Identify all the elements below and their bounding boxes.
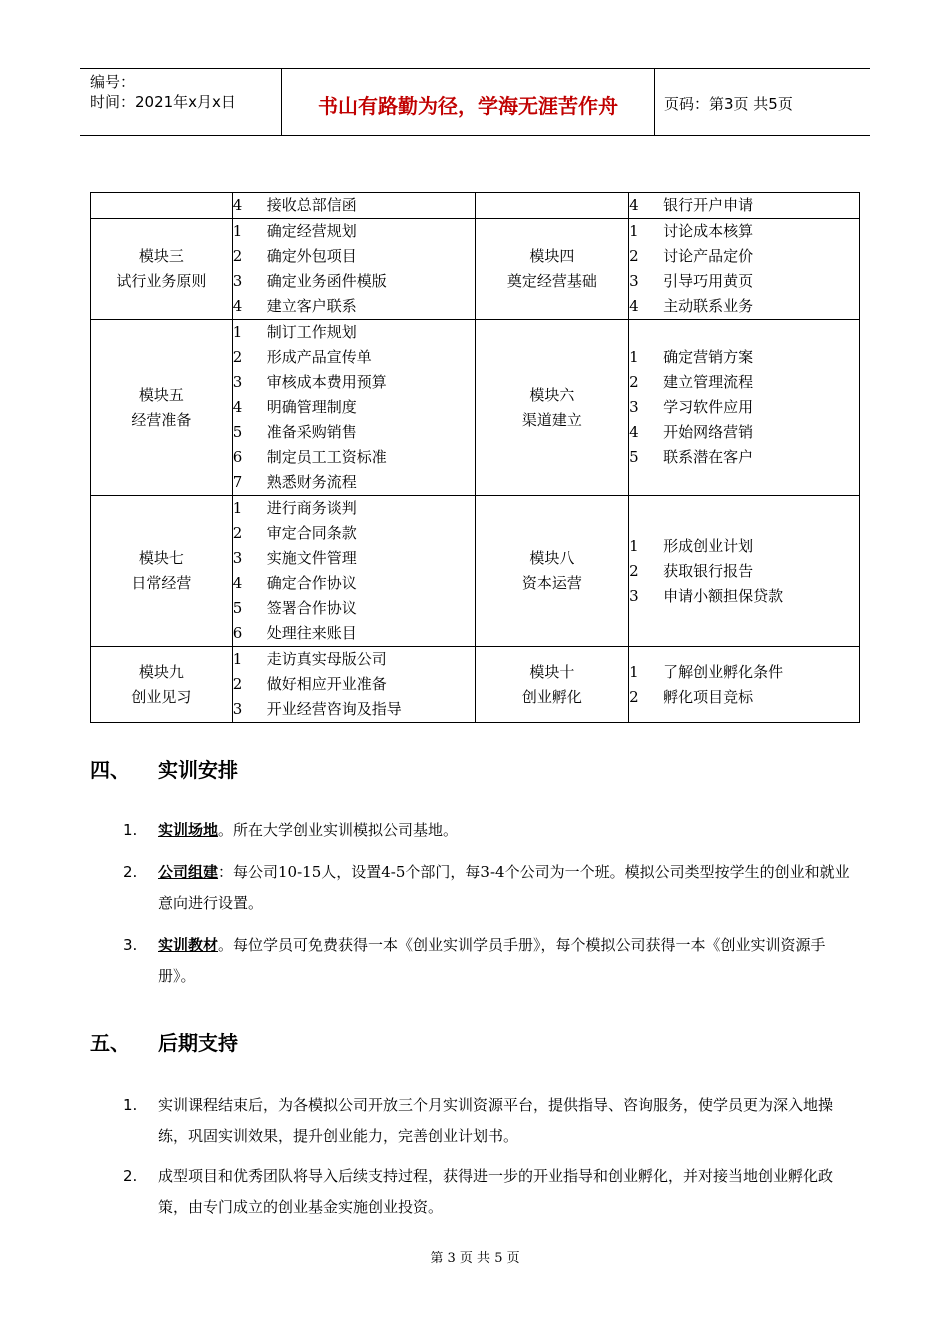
header-divider: [654, 68, 655, 135]
step-number: 5: [232, 423, 243, 441]
module-title: 资本运营: [521, 574, 582, 592]
module-step-list: [232, 320, 475, 496]
step-text: 确定合作协议: [266, 574, 357, 592]
step-number: 3: [629, 272, 639, 290]
section-title: 后期支持: [158, 1031, 238, 1055]
module-number: 模块九: [138, 662, 184, 681]
module-title: 创业见习: [131, 687, 192, 706]
module-step: [233, 647, 475, 672]
item-text: ：每公司10-15人，设置4-5个部门，每3-4个公司为一个班。模拟公司类型按学生的创业和就业意向进行设置。: [158, 863, 850, 912]
module-title: 奠定经营基础: [506, 272, 597, 290]
step-text: 制订工作规划: [266, 323, 357, 341]
module-name: [475, 647, 629, 723]
step-text: 获取银行报告: [663, 561, 754, 580]
step-text: 处理往来账目: [266, 624, 357, 642]
module-step: [233, 345, 475, 370]
step-text: 建立管理流程: [663, 373, 754, 391]
step-number: 4: [232, 196, 243, 214]
step-text: 形成产品宣传单: [266, 348, 372, 366]
step-number: 1: [629, 536, 639, 555]
section-4-heading: [90, 754, 238, 783]
module-step: [629, 445, 859, 470]
step-number: 3: [232, 272, 243, 290]
step-number: 1: [629, 222, 639, 240]
arrangement-item: [90, 930, 860, 992]
module-name: [475, 496, 629, 647]
module-step: [629, 660, 859, 685]
step-number: 2: [629, 561, 639, 580]
step-text: 讨论产品定价: [663, 247, 754, 265]
step-text: 准备采购销售: [266, 423, 357, 441]
step-number: 1: [629, 662, 639, 681]
step-text: 审定合同条款: [266, 524, 357, 542]
page-footer: 第 3 页 共 5 页: [430, 1251, 520, 1266]
module-step: [629, 193, 859, 218]
module-step: [233, 496, 475, 521]
module-number: 模块三: [138, 247, 184, 265]
step-number: 1: [629, 348, 639, 366]
header-meta: [90, 72, 236, 112]
step-text: 接收总部信函: [266, 196, 357, 214]
step-number: 3: [629, 586, 639, 605]
step-number: 3: [232, 700, 243, 718]
step-text: 建立客户联系: [266, 297, 357, 315]
item-text: 实训课程结束后，为各模拟公司开放三个月实训资源平台，提供指导、咨询服务，使学员更为深入地操练，巩固实训效果，提升创业能力，完善创业计划书。: [158, 1096, 834, 1145]
module-step: [629, 420, 859, 445]
step-number: 2: [629, 247, 639, 265]
module-step: [629, 294, 859, 319]
step-text: 主动联系业务: [663, 297, 754, 315]
item-number: 2.: [123, 1167, 138, 1185]
step-number: 4: [232, 574, 243, 592]
step-number: 2: [232, 524, 243, 542]
module-step: [233, 370, 475, 395]
step-text: 走访真实母版公司: [266, 650, 387, 668]
item-text: 成型项目和优秀团队将导入后续支持过程，获得进一步的开业指导和创业孵化，并对接当地创业孵化政策，由专门成立的创业基金实施创业投资。: [158, 1167, 834, 1216]
date-line: 时间：2021年x月x日: [90, 93, 236, 111]
module-step: [629, 534, 859, 559]
table-row: [91, 647, 860, 723]
step-number: 6: [232, 448, 243, 466]
table-row: [91, 219, 860, 320]
step-text: 申请小额担保贷款: [663, 586, 784, 605]
module-step: [233, 294, 475, 319]
support-item: [90, 1161, 860, 1223]
item-keyword: 实训场地: [158, 821, 219, 839]
section-5-heading: [90, 1027, 238, 1056]
step-number: 2: [232, 348, 243, 366]
step-number: 5: [629, 448, 639, 466]
step-text: 了解创业孵化条件: [663, 662, 784, 681]
number-label: 编号：: [90, 73, 136, 91]
module-name: [91, 496, 233, 647]
step-number: 1: [232, 499, 243, 517]
step-number: 2: [629, 373, 639, 391]
module-number: 模块十: [529, 662, 575, 681]
header-top-rule: [80, 68, 870, 69]
step-number: 5: [232, 599, 243, 617]
table-row: [91, 496, 860, 647]
module-step: [233, 395, 475, 420]
step-number: 4: [629, 196, 639, 214]
module-step-list: [232, 647, 475, 723]
module-step: [233, 521, 475, 546]
module-step: [629, 395, 859, 420]
section-title: 实训安排: [158, 758, 238, 782]
step-number: 4: [629, 297, 639, 315]
step-text: 做好相应开业准备: [266, 675, 387, 693]
step-text: 孵化项目竞标: [663, 687, 754, 706]
module-step-list: [629, 193, 860, 219]
module-name: [91, 219, 233, 320]
step-number: 1: [232, 323, 243, 341]
module-step: [233, 193, 475, 218]
step-text: 开业经营咨询及指导: [266, 700, 402, 718]
arrangement-item: [90, 857, 860, 919]
item-number: 1.: [123, 821, 138, 839]
module-title: 日常经营: [131, 574, 192, 592]
item-number: 2.: [123, 863, 138, 881]
step-text: 形成创业计划: [663, 536, 754, 555]
module-step-list: [232, 496, 475, 647]
module-step: [629, 219, 859, 244]
header-page-info: 页码：第3页 共5页: [664, 95, 793, 113]
step-text: 讨论成本核算: [663, 222, 754, 240]
step-number: 7: [232, 473, 243, 491]
header-motto: 书山有路勤为径，学海无涯苦作舟: [318, 94, 618, 118]
module-title: 渠道建立: [521, 410, 582, 429]
module-name: [475, 320, 629, 496]
step-text: 签署合作协议: [266, 599, 357, 617]
module-step: [233, 320, 475, 345]
step-text: 学习软件应用: [663, 398, 754, 416]
module-step: [233, 672, 475, 697]
step-text: 明确管理制度: [266, 398, 357, 416]
step-text: 确定经营规划: [266, 222, 357, 240]
step-text: 制定员工工资标准: [266, 448, 387, 466]
module-step: [233, 470, 475, 495]
module-title: 经营准备: [131, 410, 192, 429]
table-row: [91, 193, 860, 219]
step-number: 3: [232, 549, 243, 567]
step-number: 4: [629, 423, 639, 441]
module-number: 模块四: [529, 247, 575, 265]
module-number: 模块六: [529, 385, 575, 404]
step-text: 引导巧用黄页: [663, 272, 754, 290]
module-name: [475, 193, 629, 219]
module-step: [233, 445, 475, 470]
item-number: 3.: [123, 936, 138, 954]
module-step: [233, 697, 475, 722]
module-step-list: [232, 193, 475, 219]
step-number: 4: [232, 398, 243, 416]
step-text: 审核成本费用预算: [266, 373, 387, 391]
module-step-list: [629, 219, 860, 320]
step-number: 1: [232, 222, 243, 240]
step-text: 熟悉财务流程: [266, 473, 357, 491]
module-step: [629, 370, 859, 395]
step-number: 1: [232, 650, 243, 668]
step-text: 确定营销方案: [663, 348, 754, 366]
module-step: [629, 559, 859, 584]
step-number: 2: [629, 687, 639, 706]
table-row: [91, 320, 860, 496]
item-keyword: 公司组建: [158, 863, 219, 881]
section-number: 五、: [90, 1031, 130, 1055]
step-number: 3: [232, 373, 243, 391]
step-text: 开始网络营销: [663, 423, 754, 441]
module-step: [629, 345, 859, 370]
step-text: 银行开户申请: [663, 196, 754, 214]
module-step: [629, 685, 859, 710]
module-name: [91, 320, 233, 496]
item-keyword: 实训教材: [158, 936, 219, 954]
item-text: 。每位学员可免费获得一本《创业实训学员手册》，每个模拟公司获得一本《创业实训资源手册》。: [158, 936, 826, 985]
module-number: 模块五: [138, 385, 184, 404]
step-text: 确定业务函件模版: [266, 272, 387, 290]
module-step: [233, 244, 475, 269]
modules-table: [90, 192, 860, 723]
module-step: [629, 269, 859, 294]
module-step: [629, 584, 859, 609]
step-number: 3: [629, 398, 639, 416]
module-step-list: [232, 219, 475, 320]
step-text: 进行商务谈判: [266, 499, 357, 517]
step-text: 确定外包项目: [266, 247, 357, 265]
module-step: [233, 219, 475, 244]
module-step: [233, 420, 475, 445]
module-step: [233, 621, 475, 646]
step-text: 实施文件管理: [266, 549, 357, 567]
support-item: [90, 1090, 860, 1152]
module-name: [91, 647, 233, 723]
item-number: 1.: [123, 1096, 138, 1114]
module-step-list: [629, 647, 860, 723]
module-number: 模块七: [138, 549, 184, 567]
module-step: [233, 596, 475, 621]
step-number: 6: [232, 624, 243, 642]
section-number: 四、: [90, 758, 130, 782]
module-name: [91, 193, 233, 219]
module-step-list: [629, 320, 860, 496]
module-step: [233, 269, 475, 294]
header-bottom-rule: [80, 135, 870, 136]
step-number: 2: [232, 675, 243, 693]
module-title: 试行业务原则: [116, 272, 207, 290]
module-number: 模块八: [529, 549, 575, 567]
module-step: [233, 571, 475, 596]
module-step-list: [629, 496, 860, 647]
module-step: [629, 244, 859, 269]
module-title: 创业孵化: [521, 687, 582, 706]
step-number: 2: [232, 247, 243, 265]
step-text: 联系潜在客户: [663, 448, 754, 466]
module-name: [475, 219, 629, 320]
module-step: [233, 546, 475, 571]
step-number: 4: [232, 297, 243, 315]
arrangement-item: [90, 815, 860, 846]
item-text: 。所在大学创业实训模拟公司基地。: [218, 821, 459, 839]
